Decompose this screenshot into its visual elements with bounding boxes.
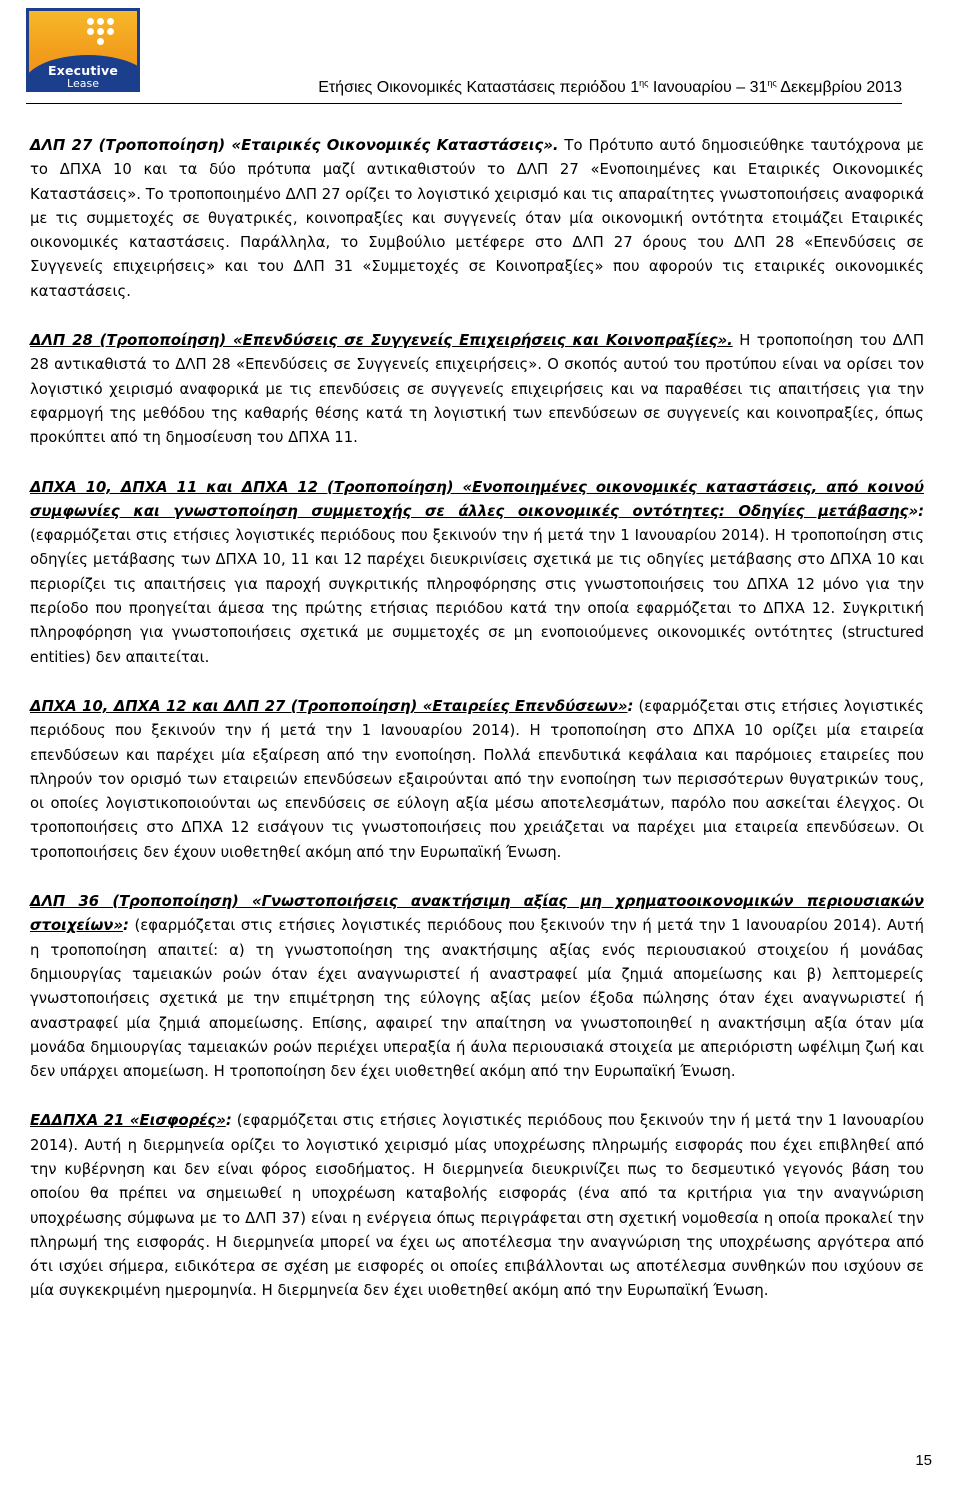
- logo-dots-graphic: [87, 18, 115, 44]
- logo-text-line2: Lease: [67, 77, 99, 90]
- paragraph-ias36: ΔΛΠ 36 (Τροποποίηση) «Γνωστοποιήσεις ανακτήσιμη αξίας μη χρηματοοικονομικών περιουσιακών στοιχείων»: (εφαρμόζεται στις ετήσιες λογιστικές περιόδους που ξεκινούν την ή μετά την 1 Ιανουαρίου 2014). Αυτή η τροποποίηση απαιτεί: α) τη γνωστοποίηση της ανακτήσιμης αξίας ενός περιουσιακού στοιχείου ή μονάδας δημιουργίας ταμειακών ροών όταν έχει αναγνωριστεί ή αναστραφεί μία ζημιά απομείωσης και β) λεπτομερείς γνωστοποιήσεις σχετικά με την επιμέτρηση της εύλογης αξίας μείον έξοδα πώλησης όταν έχει αναγνωριστεί ή αναστραφεί μία ζημιά απομείωσης. Επίσης, αφαιρεί την απαίτηση να γνωστοποιηθεί η ανακτήσιμη αξία όταν μία μονάδα δημιουργίας ταμειακών ροών περιέχει υπεραξία ή άυλα περιουσιακά στοιχεία με απεριόριστη ωφέλιμη ζωή και δεν υπάρχει απομείωση. Η τροποποίηση δεν έχει υιοθετηθεί ακόμη από την Ευρωπαϊκή Ένωση.: [30, 893, 924, 1081]
- page-number: 15: [915, 1452, 932, 1469]
- paragraph-ifrs10-11-12: ΔΠΧΑ 10, ΔΠΧΑ 11 και ΔΠΧΑ 12 (Τροποποίηση) «Ενοποιημένες οικονομικές καταστάσεις, από κοινού συμφωνίες και γνωστοποίηση συμμετοχής σε άλλες οικονομικές οντότητες: Οδηγίες μετάβασης»: (εφαρμόζεται στις ετήσιες λογιστικές περιόδους που ξεκινούν την ή μετά την 1 Ιανουαρίου 2014). Η τροποποίηση στις οδηγίες μετάβασης των ΔΠΧΑ 10, 11 και 12 παρέχει διευκρινίσεις σχετικά με τις οδηγίες μετάβασης στο ΔΠΧΑ 10 και περιορίζει τις απαιτήσεις για παροχή συγκριτικής πληροφόρησης στις γνωστοποιήσεις του ΔΠΧΑ 12 μόνο για την περίοδο που προηγείται άμεσα της πρώτης ετήσιας περιόδου κατά την οποία εφαρμόζεται το ΔΠΧΑ 12. Συγκριτική πληροφόρηση για γνωστοποιήσεις σχετικά με συμμετοχές σε μη ενοποιούμενες οικονομικές οντότητες (structured entities) δεν απαιτείται.: [30, 478, 924, 666]
- paragraph-ifric21: ΕΔΔΠΧΑ 21 «Εισφορές»: (εφαρμόζεται στις ετήσιες λογιστικές περιόδους που ξεκινούν την ή μετά την 1 Ιανουαρίου 2014). Αυτή η διερμηνεία ορίζει το λογιστικό χειρισμό μίας υποχρέωσης πληρωμής εισφοράς που έχει επιβληθεί από την κυβέρνηση και δεν είναι φόρος εισοδήματος. Η διερμηνεία διευκρινίζει πως το δεσμευτικό γεγονός βάση του οποίου θα πρέπει να σημειωθεί η υποχρέωση καταβολής εισφοράς (ένα από τα κριτήρια για την αναγνώριση υποχρέωσης σύμφωνα με το ΔΛΠ 37) είναι η ενέργεια όπως περιγράφεται στη σχετική νομοθεσία η οποία προκαλεί την πληρωμή της εισφοράς. Η διερμηνεία μπορεί να έχει ως αποτέλεσμα την αναγνώριση της υποχρέωσης αργότερα από ότι ισχύει σήμερα, ειδικότερα σε σχέση με εισφορές οι οποίες επιβάλλονται ως αποτέλεσμα συνθηκών που ισχύουν σε μία συγκεκριμένη ημερομηνία. Η διερμηνεία δεν έχει υιοθετηθεί ακόμη από την Ευρωπαϊκή Ένωση.: [30, 1112, 925, 1300]
- logo-text-line1: Executive: [47, 63, 119, 78]
- paragraph-investment-entities: ΔΠΧΑ 10, ΔΠΧΑ 12 και ΔΛΠ 27 (Τροποποίηση) «Εταιρείες Επενδύσεων»: (εφαρμόζεται στις ετήσιες λογιστικές περιόδους που ξεκινούν την ή μετά την 1 Ιανουαρίου 2014). Η τροποποίηση στο ΔΠΧΑ 10 ορίζει μία εταιρεία επενδύσεων και παρέχει μία εξαίρεση από την ενοποίηση. Πολλά επενδυτικά κεφάλαια και παρόμοιες εταιρείες που πληρούν τον ορισμό των εταιρειών επενδύσεων εξαιρούνται από την ενοποίηση των περισσότερων θυγατρικών τους, οι οποίες λογιστικοποιούνται ως επενδύσεις σε εύλογη αξία μέσω αποτελεσμάτων, παρόλο που ασκείται έλεγχος. Οι τροποποιήσεις στο ΔΠΧΑ 12 εισάγουν τις γνωστοποιήσεις που χρειάζεται να παρέχει μια εταιρεία επενδύσεων. Οι τροποποιήσεις δεν έχουν υιοθετηθεί ακόμη από την Ευρωπαϊκή Ένωση.: [30, 697, 924, 861]
- document-body: [30, 134, 924, 1329]
- company-logo: [26, 8, 140, 92]
- header-divider: [26, 103, 902, 104]
- paragraph-ias27: ΔΛΠ 27 (Τροποποίηση) «Εταιρικές Οικονομικές Καταστάσεις». Το Πρότυπο αυτό δημοσιεύθηκε ταυτόχρονα με το ΔΠΧΑ 10 και τα δύο πρότυπα μαζί αντικαθιστούν το ΔΛΠ 27 «Ενοποιημένες και Εταιρικές Οικονομικές Καταστάσεις». Το τροποποιημένο ΔΛΠ 27 ορίζει το λογιστικό χειρισμό και τις απαραίτητες γνωστοποιήσεις αναφορικά με τις συμμετοχές σε θυγατρικές, κοινοπραξίες και συγγενείς όταν μία οικονομική οντότητα ετοιμάζει Εταιρικές οικονομικές καταστάσεις. Παράλληλα, το Συμβούλιο μετέφερε στο ΔΛΠ 27 όρους του ΔΛΠ 28 «Επενδύσεις σε Συγγενείς επιχειρήσεις» και του ΔΛΠ 31 «Συμμετοχές σε Κοινοπραξίες» που αφορούν τις εταιρικές οικονομικές καταστάσεις.: [30, 137, 924, 300]
- paragraph-ias28: ΔΛΠ 28 (Τροποποίηση) «Επενδύσεις σε Συγγενείς Επιχειρήσεις και Κοινοπραξίες». Η τροποποίηση του ΔΛΠ 28 αντικαθιστά το ΔΛΠ 28 «Επενδύσεις σε Συγγενείς επιχειρήσεις». Ο σκοπός αυτού του προτύπου είναι να ορίσει τον λογιστικό χειρισμό αναφορικά με τις επενδύσεις σε συγγενείς επιχειρήσεις και να παραθέσει τις απαιτήσεις για την εφαρμογή της μεθόδου της καθαρής θέσης κατά τη λογιστική των επενδύσεων σε συγγενείς και κοινοπραξίες, όπως προκύπτει από τη δημοσίευση του ΔΠΧΑ 11.: [30, 332, 924, 447]
- document-header-title: Ετήσιες Οικονομικές Καταστάσεις περιόδου $1^{\eta\varsigma}$ Ιανουαρίου – $31^{\eta\varsigma}$ Δεκεμβρίου 2013: [318, 78, 902, 96]
